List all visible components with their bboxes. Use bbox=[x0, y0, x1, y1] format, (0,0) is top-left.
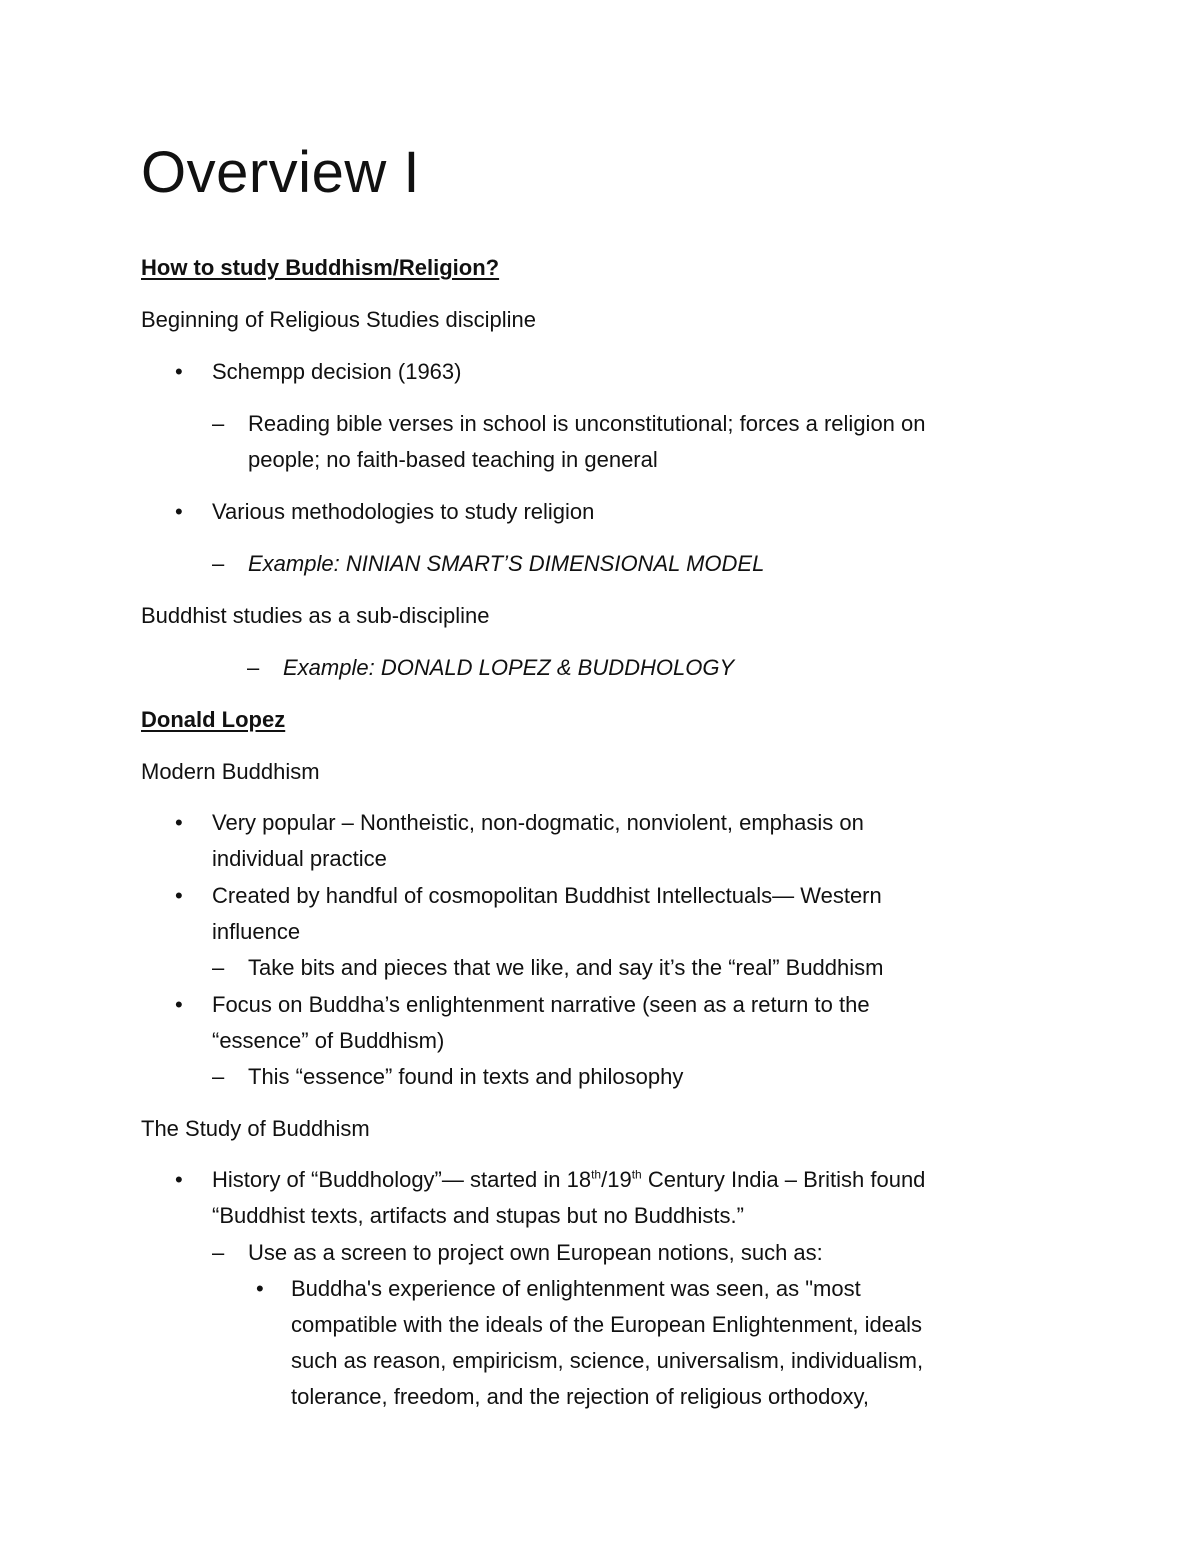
page-title: Overview I bbox=[141, 140, 420, 205]
sub-list-item: Reading bible verses in school is unconstitutional; forces a religion on bbox=[248, 411, 926, 436]
sub-list-item: Example: DONALD LOPEZ & BUDDHOLOGY bbox=[283, 655, 735, 680]
bullet-marker: • bbox=[175, 1167, 183, 1192]
list-item-cont: “essence” of Buddhism) bbox=[212, 1028, 445, 1053]
section-heading-study: How to study Buddhism/Religion? bbox=[141, 255, 500, 280]
section-subheading: The Study of Buddhism bbox=[141, 1116, 370, 1141]
sub-sub-list-item-cont: such as reason, empiricism, science, universalism, individualism, bbox=[291, 1348, 924, 1373]
bullet-marker: • bbox=[175, 992, 183, 1017]
sub-list-item: Use as a screen to project own European notions, such as: bbox=[248, 1240, 823, 1265]
sub-list-item: This “essence” found in texts and philosophy bbox=[248, 1064, 684, 1089]
history-text-post: Century India – British found bbox=[641, 1167, 926, 1192]
superscript-th: th bbox=[631, 1167, 642, 1182]
section-heading-lopez: Donald Lopez bbox=[141, 707, 286, 732]
sub-sub-list-item-cont: compatible with the ideals of the European Enlightenment, ideals bbox=[291, 1312, 923, 1337]
list-item: Created by handful of cosmopolitan Buddhist Intellectuals— Western bbox=[212, 883, 882, 908]
sub-list-item-cont: people; no faith-based teaching in general bbox=[248, 447, 658, 472]
dash-marker: – bbox=[212, 411, 225, 436]
list-item: Very popular – Nontheistic, non-dogmatic, nonviolent, emphasis on bbox=[212, 810, 864, 835]
list-item-cont: “Buddhist texts, artifacts and stupas but no Buddhists.” bbox=[212, 1203, 744, 1228]
list-item-cont: individual practice bbox=[212, 846, 387, 871]
sub-list-item: Take bits and pieces that we like, and say it’s the “real” Buddhism bbox=[248, 955, 884, 980]
history-text-pre: History of “Buddhology”— started in 18 bbox=[212, 1167, 592, 1192]
dash-marker: – bbox=[212, 1064, 225, 1089]
dash-marker: – bbox=[212, 955, 225, 980]
bullet-marker: • bbox=[175, 359, 183, 384]
dash-marker: – bbox=[247, 655, 260, 680]
superscript-th: th bbox=[591, 1167, 602, 1182]
section-intro: Modern Buddhism bbox=[141, 759, 320, 784]
list-item-cont: influence bbox=[212, 919, 301, 944]
sub-list-item: Example: NINIAN SMART’S DIMENSIONAL MODEL bbox=[248, 551, 765, 576]
bullet-marker: • bbox=[175, 810, 183, 835]
list-item: Focus on Buddha’s enlightenment narrative (seen as a return to the bbox=[212, 992, 870, 1017]
list-item: Various methodologies to study religion bbox=[212, 499, 595, 524]
list-item bbox=[212, 1162, 925, 1198]
list-item: Schempp decision (1963) bbox=[212, 359, 462, 384]
section-subheading: Buddhist studies as a sub-discipline bbox=[141, 603, 490, 628]
bullet-marker: • bbox=[256, 1276, 264, 1301]
history-text-mid: /19 bbox=[601, 1167, 632, 1192]
bullet-marker: • bbox=[175, 883, 183, 908]
sub-sub-list-item: Buddha's experience of enlightenment was seen, as "most bbox=[291, 1276, 861, 1301]
bullet-marker: • bbox=[175, 499, 183, 524]
section-intro: Beginning of Religious Studies discipline bbox=[141, 307, 537, 332]
dash-marker: – bbox=[212, 551, 225, 576]
sub-sub-list-item-cont: tolerance, freedom, and the rejection of religious orthodoxy, bbox=[291, 1384, 870, 1409]
dash-marker: – bbox=[212, 1240, 225, 1265]
